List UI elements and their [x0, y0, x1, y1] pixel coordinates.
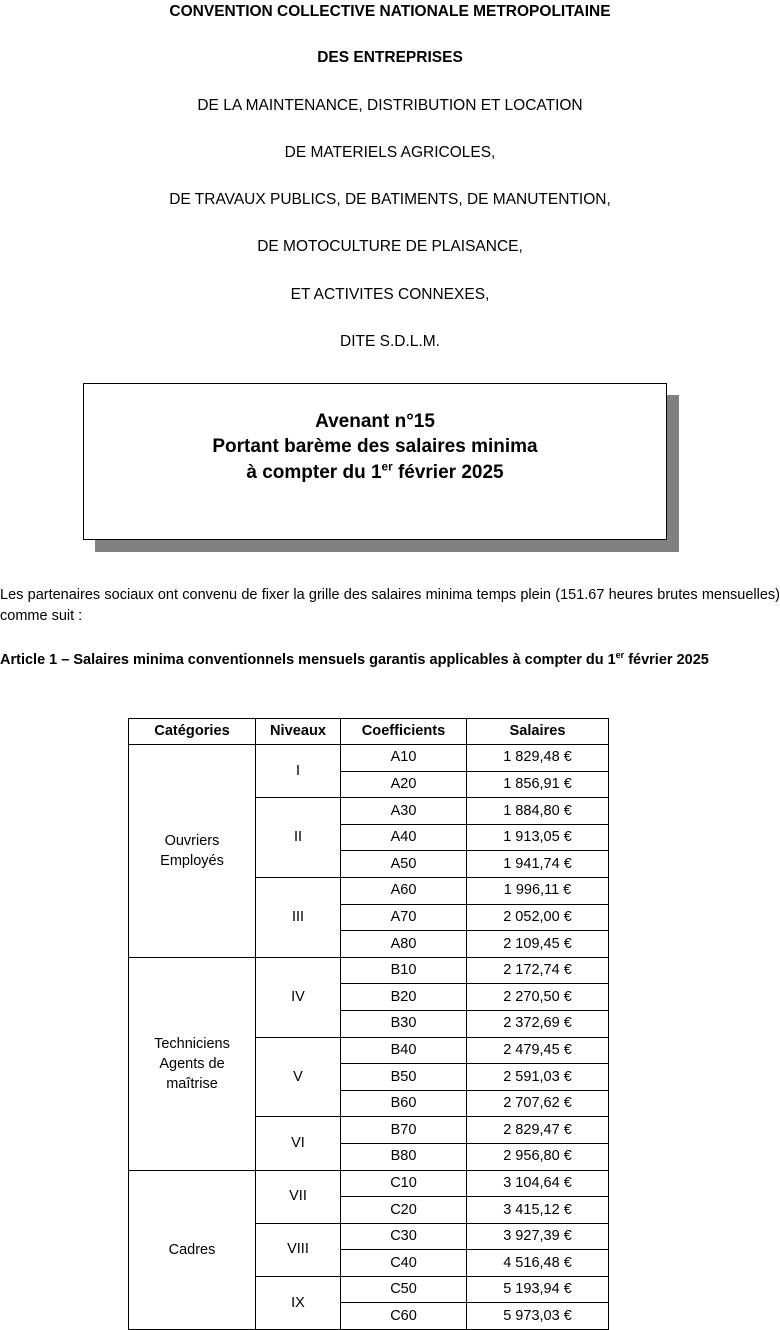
coefficient-cell: B20 [341, 984, 467, 1011]
heading-line-4: DE MATERIELS AGRICOLES, [284, 143, 496, 161]
salary-cell: 2 372,69 € [467, 1010, 609, 1037]
column-header-niveaux: Niveaux [256, 719, 341, 745]
level-cell: III [256, 877, 341, 957]
salary-cell: 3 927,39 € [467, 1223, 609, 1250]
coefficient-cell: C30 [341, 1223, 467, 1250]
document-heading [0, 0, 780, 350]
category-label-line: Agents de [159, 1055, 225, 1072]
level-cell: I [256, 745, 341, 798]
coefficient-cell: A80 [341, 931, 467, 958]
title-box-line-1: Avenant n°15 [315, 411, 435, 432]
salary-cell: 1 996,11 € [467, 877, 609, 904]
heading-line-3: DE LA MAINTENANCE, DISTRIBUTION ET LOCATION [197, 96, 583, 114]
coefficient-cell: C50 [341, 1276, 467, 1303]
coefficient-cell: B80 [341, 1143, 467, 1170]
table-row [129, 957, 609, 984]
intro-paragraph-text: Les partenaires sociaux ont convenu de fixer la grille des salaires minima temps plein (151.67 heures brutes mensuelles) comme suit : [0, 587, 780, 625]
salary-cell: 2 172,74 € [467, 957, 609, 984]
level-cell: VI [256, 1117, 341, 1170]
category-label-line: Cadres [168, 1241, 216, 1258]
heading-line-1: CONVENTION COLLECTIVE NATIONALE METROPOLITAINE [169, 3, 611, 20]
salary-cell: 2 052,00 € [467, 904, 609, 931]
salary-table-container [128, 718, 608, 1330]
salary-cell: 2 270,50 € [467, 984, 609, 1011]
salary-table [128, 718, 609, 1330]
title-box-line-3-suffix: février 2025 [392, 461, 504, 483]
category-label-line: Ouvriers [164, 832, 220, 849]
coefficient-cell: C40 [341, 1250, 467, 1277]
coefficient-cell: B10 [341, 957, 467, 984]
coefficient-cell: A50 [341, 851, 467, 878]
coefficient-cell: C60 [341, 1303, 467, 1330]
title-box-line-2: Portant barème des salaires minima [212, 436, 538, 458]
article-1-heading-prefix: Article 1 – Salaires minima conventionnels mensuels garantis applicables à compter du 1 [0, 652, 616, 668]
table-header-row [129, 719, 609, 745]
category-label-line: maîtrise [166, 1075, 218, 1092]
coefficient-cell: B60 [341, 1090, 467, 1117]
category-cell [129, 745, 256, 958]
heading-line-8: DITE S.D.L.M. [340, 332, 440, 350]
coefficient-cell: C20 [341, 1197, 467, 1224]
coefficient-cell: A20 [341, 771, 467, 798]
title-box [83, 383, 667, 540]
level-cell: IV [256, 957, 341, 1037]
title-box-body [83, 383, 667, 540]
coefficient-cell: C10 [341, 1170, 467, 1197]
heading-line-2: DES ENTREPRISES [317, 49, 463, 67]
table-row [129, 745, 609, 772]
salary-cell: 1 829,48 € [467, 745, 609, 772]
salary-cell: 1 941,74 € [467, 851, 609, 878]
category-cell [129, 957, 256, 1170]
salary-cell: 1 856,91 € [467, 771, 609, 798]
heading-line-7: ET ACTIVITES CONNEXES, [290, 285, 490, 303]
salary-cell: 1 884,80 € [467, 798, 609, 825]
level-cell: V [256, 1037, 341, 1117]
level-cell: IX [256, 1276, 341, 1329]
coefficient-cell: B40 [341, 1037, 467, 1064]
salary-cell: 3 104,64 € [467, 1170, 609, 1197]
intro-paragraph [0, 585, 780, 628]
salary-table-body [129, 745, 609, 1330]
salary-cell: 2 591,03 € [467, 1064, 609, 1091]
category-cell [129, 1170, 256, 1330]
salary-cell: 5 193,94 € [467, 1276, 609, 1303]
title-box-line-3-prefix: à compter du 1 [246, 461, 382, 483]
salary-cell: 3 415,12 € [467, 1197, 609, 1224]
coefficient-cell: A70 [341, 904, 467, 931]
coefficient-cell: A10 [341, 745, 467, 772]
salary-cell: 2 956,80 € [467, 1143, 609, 1170]
category-label-line: Techniciens [154, 1035, 230, 1052]
coefficient-cell: B70 [341, 1117, 467, 1144]
column-header-coefficients: Coefficients [341, 719, 467, 745]
coefficient-cell: B50 [341, 1064, 467, 1091]
coefficient-cell: A60 [341, 877, 467, 904]
salary-cell: 2 829,47 € [467, 1117, 609, 1144]
column-header-categories: Catégories [129, 719, 256, 745]
coefficient-cell: A30 [341, 798, 467, 825]
article-1-heading [0, 650, 762, 671]
salary-table-head [129, 719, 609, 745]
salary-cell: 1 913,05 € [467, 824, 609, 851]
level-cell: VIII [256, 1223, 341, 1276]
title-box-line-3-ordinal: er [381, 460, 393, 474]
level-cell: II [256, 798, 341, 878]
title-box-line-3 [246, 460, 503, 485]
article-1-heading-suffix: février 2025 [624, 652, 709, 668]
salary-cell: 2 109,45 € [467, 931, 609, 958]
table-row [129, 1170, 609, 1197]
coefficient-cell: A40 [341, 824, 467, 851]
salary-cell: 2 479,45 € [467, 1037, 609, 1064]
salary-cell: 2 707,62 € [467, 1090, 609, 1117]
level-cell: VII [256, 1170, 341, 1223]
salary-cell: 4 516,48 € [467, 1250, 609, 1277]
category-label-line: Employés [160, 852, 224, 869]
column-header-salaires: Salaires [467, 719, 609, 745]
article-1-heading-ordinal: er [615, 650, 625, 661]
salary-cell: 5 973,03 € [467, 1303, 609, 1330]
heading-line-5: DE TRAVAUX PUBLICS, DE BATIMENTS, DE MANUTENTION, [169, 191, 611, 209]
coefficient-cell: B30 [341, 1010, 467, 1037]
heading-line-6: DE MOTOCULTURE DE PLAISANCE, [257, 238, 523, 256]
